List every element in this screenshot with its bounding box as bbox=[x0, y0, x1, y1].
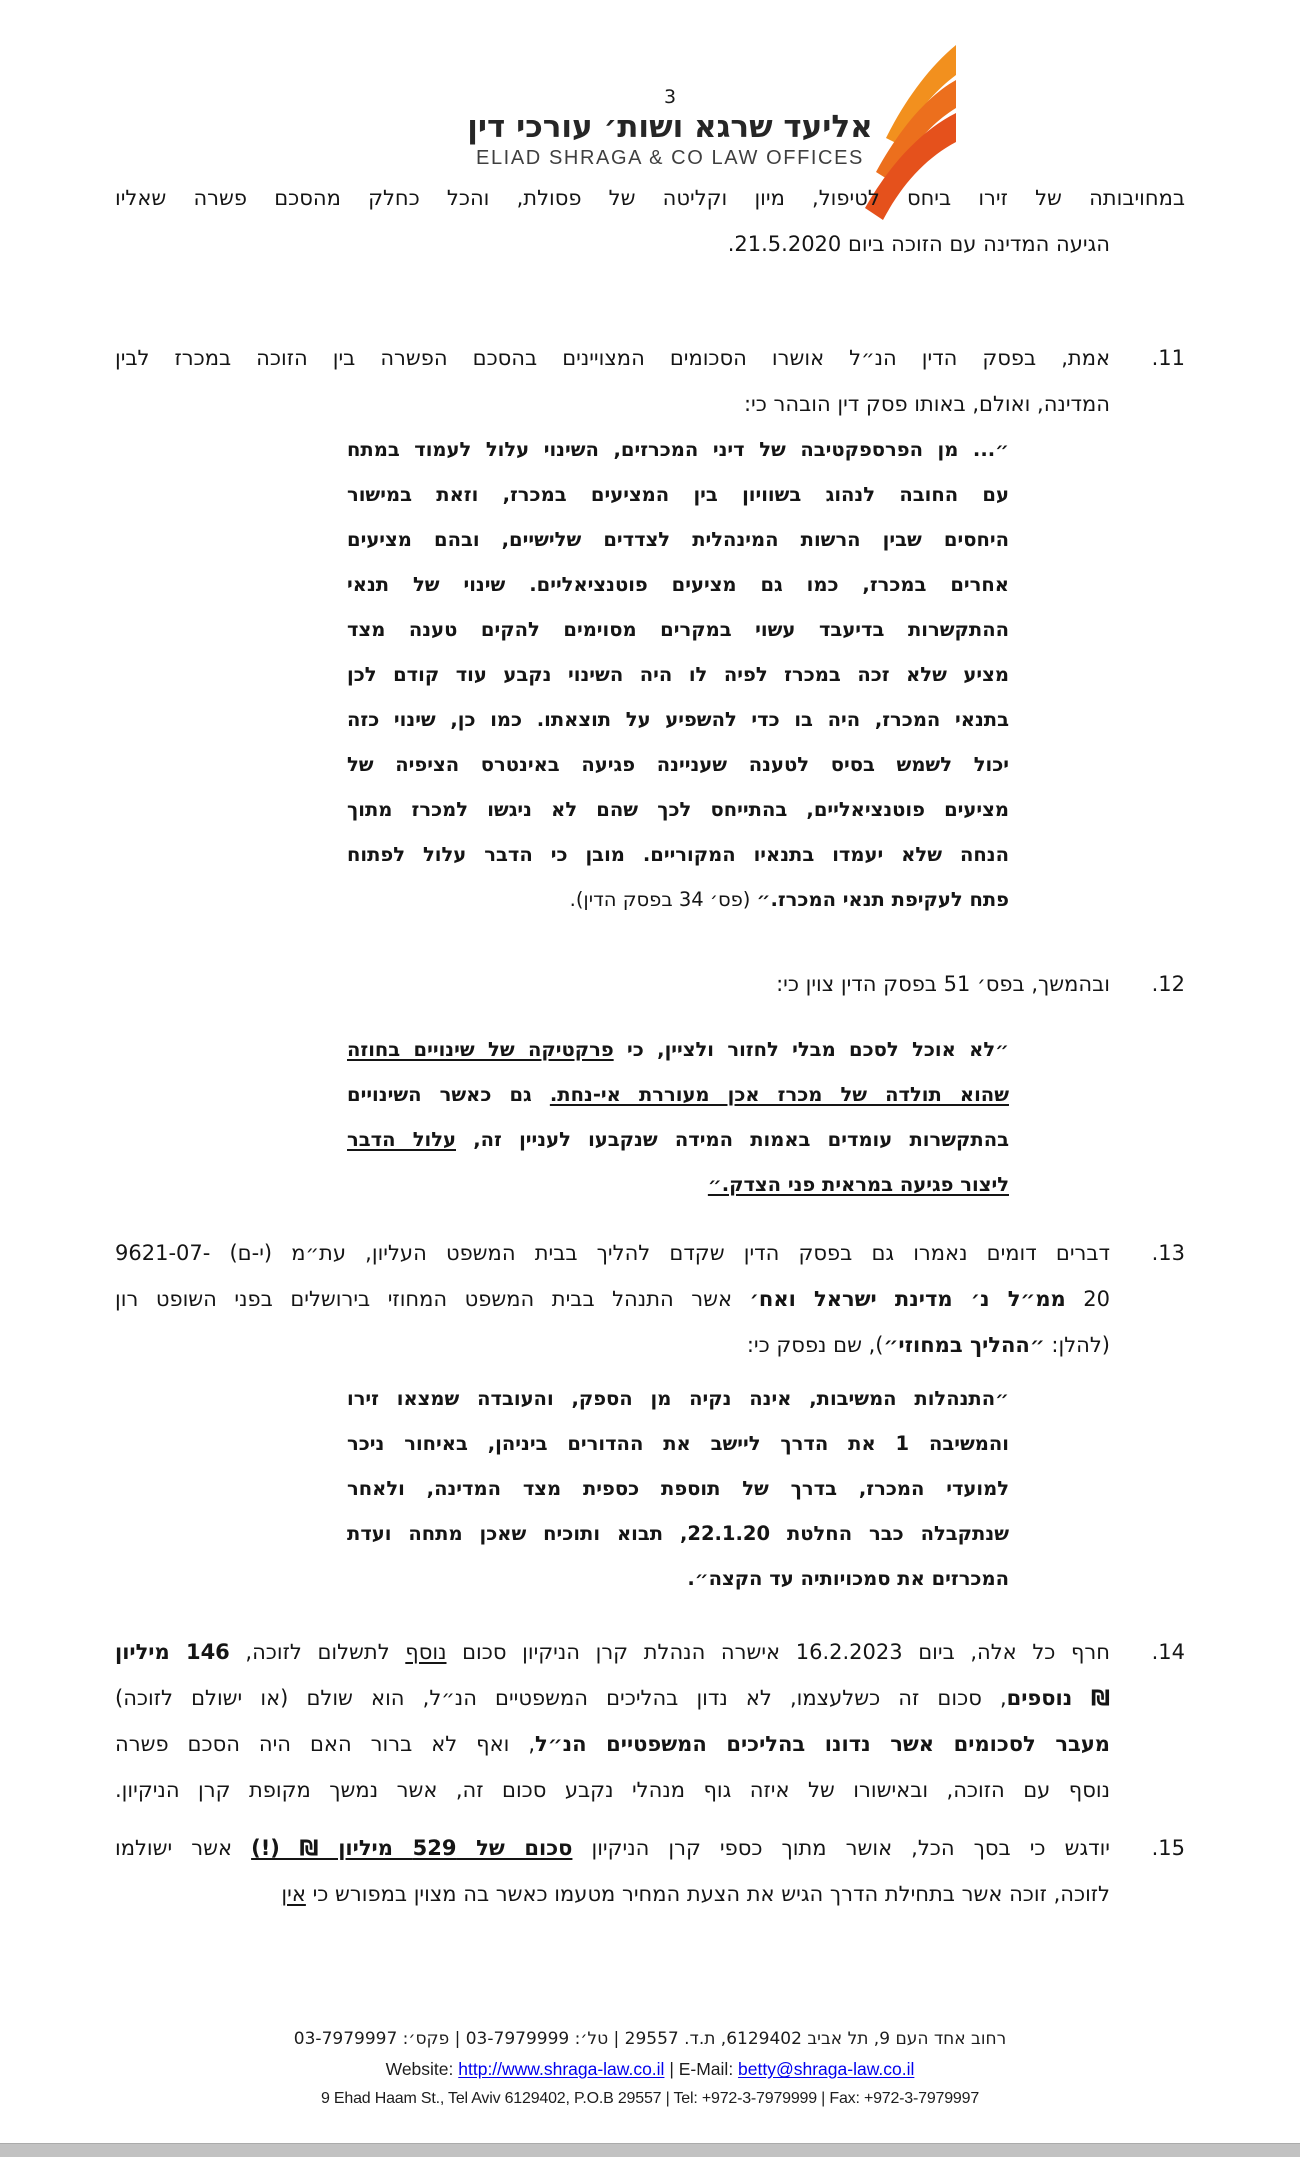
text-line: ״התנהלות המשיבות, אינה נקיה מן הספק, והעובדה שמצאו זירו bbox=[347, 1387, 1009, 1410]
text-line: לזוכה, זוכה אשר בתחילת הדרך הגיש את הצעת המחיר מטעמו כאשר בה מצוין במפורש כי אין bbox=[281, 1882, 1110, 1906]
text-line: והמשיבה 1 את הדרך ליישב את ההדורים ביניהן, באיחור ניכר bbox=[347, 1432, 1009, 1455]
text-line: עם החובה לנהוג בשוויון בין המציעים במכרז, וזאת במישור bbox=[347, 483, 1009, 506]
footer-address-hebrew: רחוב אחד העם 9, תל אביב 6129402, ת.ד. 29557 | טל׳: 03-7979999 | פקס׳: 03-7979997 bbox=[293, 2029, 1007, 2049]
court-quote-1 bbox=[347, 427, 1009, 922]
court-quote-2 bbox=[347, 1027, 1009, 1207]
text-line: ובהמשך, בפס׳ 51 בפסק הדין צוין כי: bbox=[776, 972, 1110, 996]
text-line: במחויבותה של זירו ביחס לטיפול, מיון וקליטה של פסולת, והכל כחלק מהסכם פשרה שאליו bbox=[115, 186, 1185, 210]
page-number: 3 bbox=[663, 86, 677, 108]
paragraph-number: 12. bbox=[1151, 972, 1185, 996]
footer-address-english: 9 Ehad Haam St., Tel Aviv 6129402, P.O.B 29557 | Tel: +972-3-7979999 | Fax: +972-3-7979997 bbox=[320, 2090, 980, 2107]
footer-web-line bbox=[0, 2054, 1300, 2084]
document-body bbox=[115, 175, 1185, 1917]
text-line: בתנאי המכרז, היה בו כדי להשפיע על תוצאתו. כמו כן, שינוי כזה bbox=[347, 708, 1009, 731]
firm-name-hebrew: אליעד שרגא ושות׳ עורכי דין bbox=[467, 109, 873, 145]
text-line: אחרים במכרז, כמו גם מציעים פוטנציאליים. שינוי של תנאי bbox=[347, 573, 1009, 596]
page-bottom-edge bbox=[0, 2143, 1300, 2157]
text-line: מציעים פוטנציאליים, בהתייחס לכך שהם לא ניגשו למכרז מתוך bbox=[347, 798, 1009, 821]
paragraph-number: 11. bbox=[1151, 346, 1185, 370]
text-line: חרף כל אלה, ביום 16.2.2023 אישרה הנהלת קרן הניקיון סכום נוסף לתשלום לזוכה, 146 מיליון bbox=[115, 1640, 1110, 1664]
text-line: אמת, בפסק הדין הנ״ל אושרו הסכומים המצויינים בהסכם הפשרה בין הזוכה במכרז לבין bbox=[115, 346, 1110, 370]
email-link[interactable]: betty@shraga-law.co.il bbox=[738, 2059, 915, 2079]
text-line: מציע שלא זכה במכרז לפיה לו היה השינוי נקבע עוד קודם לכן bbox=[347, 663, 1009, 686]
document-footer bbox=[0, 2024, 1300, 2113]
text-line: נוסף עם הזוכה, ובאישורו של איזה גוף מנהלי נקבע סכום זה, אשר נמשך מקופת קרן הניקיון. bbox=[115, 1778, 1110, 1802]
paragraph-15 bbox=[115, 1825, 1185, 1917]
text-line: היחסים שבין הרשות המינהלית לצדדים שלישיים, ובהם מציעים bbox=[347, 528, 1009, 551]
text-line: יודגש כי בסך הכל, אושר מתוך כספי קרן הניקיון סכום של 529 מיליון ₪ (!) אשר ישולמו bbox=[115, 1836, 1110, 1860]
text-line: הנחה שלא יעמדו בתנאיו המקוריים. מובן כי הדבר עלול לפתוח bbox=[347, 843, 1009, 866]
court-quote-3 bbox=[347, 1376, 1009, 1601]
text-line: (להלן: ״ההליך במחוזי״), שם נפסק כי: bbox=[746, 1333, 1110, 1357]
text-line: שנתקבלה כבר החלטת 22.1.20, תבוא ותוכיח שאכן מתחה ועדת bbox=[347, 1522, 1009, 1545]
text-line: 20 ממ״ל נ׳ מדינת ישראל ואח׳ אשר התנהל בבית המשפט המחוזי בירושלים בפני השופט רון bbox=[115, 1287, 1110, 1311]
text-line: מעבר לסכומים אשר נדונו בהליכים המשפטיים הנ״ל, ואף לא ברור האם היה הסכם פשרה bbox=[115, 1732, 1110, 1756]
text-line: יכול לשמש בסיס לטענה שעניינה פגיעה באינטרס הציפיה של bbox=[347, 753, 1009, 776]
paragraph-11 bbox=[115, 335, 1185, 427]
paragraph-number: 15. bbox=[1151, 1836, 1185, 1860]
text-line: בהתקשרות עומדים באמות המידה שנקבעו לעניין זה, עלול הדבר bbox=[347, 1128, 1009, 1151]
text-line: ₪ נוספים, סכום זה כשלעצמו, לא נדון בהליכים המשפטיים הנ״ל, הוא שולם (או ישולם לזוכה) bbox=[115, 1686, 1110, 1710]
footer-separator: | bbox=[664, 2059, 679, 2079]
text-line: ליצור פגיעה במראית פני הצדק.״ bbox=[707, 1173, 1009, 1196]
firm-name-english: ELIAD SHRAGA & CO LAW OFFICES bbox=[476, 147, 864, 169]
paragraph-number: 13. bbox=[1151, 1241, 1185, 1265]
text-line: הגיעה המדינה עם הזוכה ביום 21.5.2020. bbox=[727, 232, 1110, 256]
text-line: פתח לעקיפת תנאי המכרז.״ (פס׳ 34 בפסק הדין). bbox=[569, 888, 1009, 911]
text-line: המדינה, ואולם, באותו פסק דין הובהר כי: bbox=[743, 392, 1110, 416]
website-link[interactable]: http://www.shraga-law.co.il bbox=[458, 2059, 665, 2079]
text-line: ״... מן הפרספקטיבה של דיני המכרזים, השינוי עלול לעמוד במתח bbox=[347, 438, 1009, 461]
text-line: ההתקשרות בדיעבד עשוי במקרים מסוימים להקים טענה מצד bbox=[347, 618, 1009, 641]
paragraph-number: 14. bbox=[1151, 1640, 1185, 1664]
email-label: E-Mail: bbox=[678, 2059, 739, 2079]
paragraph-14 bbox=[115, 1629, 1185, 1813]
paragraph-13 bbox=[115, 1230, 1185, 1368]
paragraph-12 bbox=[115, 961, 1185, 1007]
text-line: המכרזים את סמכויותיה עד הקצה״. bbox=[687, 1567, 1009, 1590]
text-line: שהוא תולדה של מכרז אכן מעוררת אי-נחת. גם כאשר השינויים bbox=[347, 1083, 1009, 1106]
text-line: דברים דומים נאמרו גם בפסק הדין שקדם להליך בבית המשפט העליון, עת״מ (י-ם) -9621-07 bbox=[115, 1241, 1110, 1265]
text-line: למועדי המכרז, בדרך של תוספת כספית מצד המדינה, ולאחר bbox=[347, 1477, 1009, 1500]
continued-paragraph bbox=[115, 175, 1185, 267]
website-label: Website: bbox=[385, 2059, 459, 2079]
text-line: ״לא אוכל לסכם מבלי לחזור ולציין, כי פרקטיקה של שינויים בחוזה bbox=[347, 1038, 1010, 1061]
